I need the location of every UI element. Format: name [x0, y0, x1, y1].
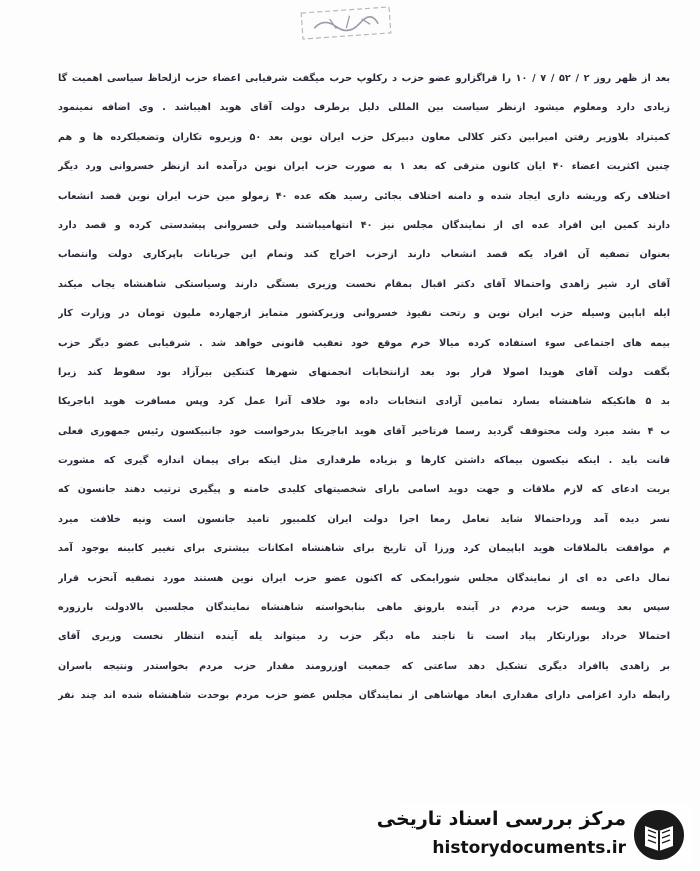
- letter-line: بگفت دولت آقای هویدا اصولا قرار بود بعد ازانتخابات انجمنهای شهرها کتنکین بیرآزاد بود سقوط کند زیرا: [58, 366, 670, 378]
- letter-line: بعد از ظهر روز ۲ / ۵۲ / ۷ / ۱۰ را قراگزارو عضو حزب د رکلوپ حرب میگفت شرفیابی اعضاء حزب ازلحاظ سیاسی اهمیت گا: [58, 73, 670, 84]
- letter-line: کمیتراد بلاوزیر رفتن امیرابین دکتر کلالی معاون دبیرکل حزب ایران نوین بعد ۵۰ وزیروه تکاران وتضعیلکرده ها و هم: [58, 131, 670, 143]
- letter-line: نمال داعی ده ای از نمایندگان مجلس شورایمکی که اکنون عضو حزب ایران نوین هستند مورد تصفیه آنحزب قرار: [58, 572, 670, 584]
- letter-line: بریت ادعای که لازم ملاقات و جهت دوید اسامی بارای شخصیتهای کلیدی خامنه و پیگیری ترتیب دهند جانسون که: [58, 484, 670, 496]
- letter-line: بیمه های اجتماعی سوء استفاده کرده میالا خرم موقع خود تعقیب قانونی خواهد شد . شرفیابی عضو دیگر حزب: [58, 337, 670, 349]
- stamp-icon: [299, 3, 393, 43]
- letter-line: زیادی دارد ومعلوم میشود ازنظر سیاست بین المللی دلیل برطرف دولت آقای هوید اهیباشد . وی اضافه نمینمود: [58, 102, 670, 114]
- letter-line: قانت باید . اینکه نیکسون بیماکه داشتن کارها و بزیاده طرفداری مثل اینکه برای پیمان اندازه گیری که مشورت: [58, 455, 670, 467]
- letter-body: [58, 64, 670, 711]
- letter-line: سپس بعد ویسه حزب مردم در آینده بارونق ماهی بنابخواسته شاهنشاه نمایندگان مجلسین بالادولت بارزوره: [58, 602, 670, 614]
- header-stamp: [299, 3, 393, 43]
- letter-line: رابطه دارد اعزامی دارای مقداری ابعاد مهاشاهی از نمایندگان مجلس عضو حزب مردم بوحدت شاهنشاه شده اند چند نفر: [58, 690, 670, 702]
- letter-line: اختلاف رکه وریشه داری ایجاد شده و دامنه اختلاف بجائی رسید هکه عده ۴۰ زمولو مین حزب ایران نوین قصد انشعاب: [58, 190, 670, 202]
- letter-line: نسر دیده آمد ورداحتمالا شاید تعامل رمعا اجرا دولت ایران کلمبیور تامید جانسون است ونیه خلافت میرد: [58, 513, 670, 525]
- archive-title: مرکز بررسی اسناد تاریخی: [376, 808, 626, 830]
- letter-line: ب ۴ بشد میرد ولت محتوقف گردید رسما فرتاخیر آقای هوید اباجریکا بدرخواست خود جانبیکسون رئیس جمهوری فعلی: [58, 425, 670, 437]
- letter-line: آقای ارد شیر زاهدی واحتمالا آقای دکتر اقبال بمقام نخست وزیری بستگی دارند وسیاستکی شاهنشاه یجاب میکند: [58, 278, 670, 290]
- book-icon: [632, 808, 686, 862]
- archive-watermark: [376, 804, 692, 866]
- archive-url: historydocuments.ir: [432, 838, 626, 858]
- letter-line: چنین اکثریت اعضاء ۴۰ ایان کانون مترقی که بعد ۱ به صورت حزب ایران نوین درآمده اند ازنظر خسروانی ورد دیگر: [58, 161, 670, 173]
- letter-line: بعنوان تصفیه آن افراد یکه قصد انشعاب دارند ازحزب اخراج کند وتمام این جریانات باپرکاری دولت وانتصاب: [58, 249, 670, 261]
- letter-line: بر زاهدی یاافراد دیگری تشکیل دهد ساعتی که جمعیت اوزرومند مقدار حزب مردم بخواستدر ونتیجه باسران: [58, 660, 670, 672]
- letter-line: بد ۵ هانکیکه شاهنشاه بسارد تمامین آزادی انتخابات داده بود خلاف آنرا عمل کرد وپس مسافرت هوید اباجریکا: [58, 396, 670, 408]
- letter-line: احتمالا خرداد بوزارتکار پیاد است تا تاجند ماه دیگر حزب رد میتواند یله آینده انتظار نخست وزیری آقای: [58, 631, 670, 643]
- letter-line: ایله اباپین وسیله حزب ایران نوین و رتحت نفیوذ خسروانی وزیرکشور متمایز ازجهارده ملیون تومان در وزارت کار: [58, 308, 670, 320]
- letter-line: م موافقت بالملاقات هوید اباپیمان کرد ورزا آن تاریخ برای شاهنشاه امکانات بیشتری برای تغییر کابینه بوجود آمد: [58, 543, 670, 555]
- letter-line: دارند کمین این افراد عده ای از نمایندگان مجلس نیز ۴۰ انتهامیباشند ولی خسروانی پیشدستی کرده و قصد دارد: [58, 219, 670, 231]
